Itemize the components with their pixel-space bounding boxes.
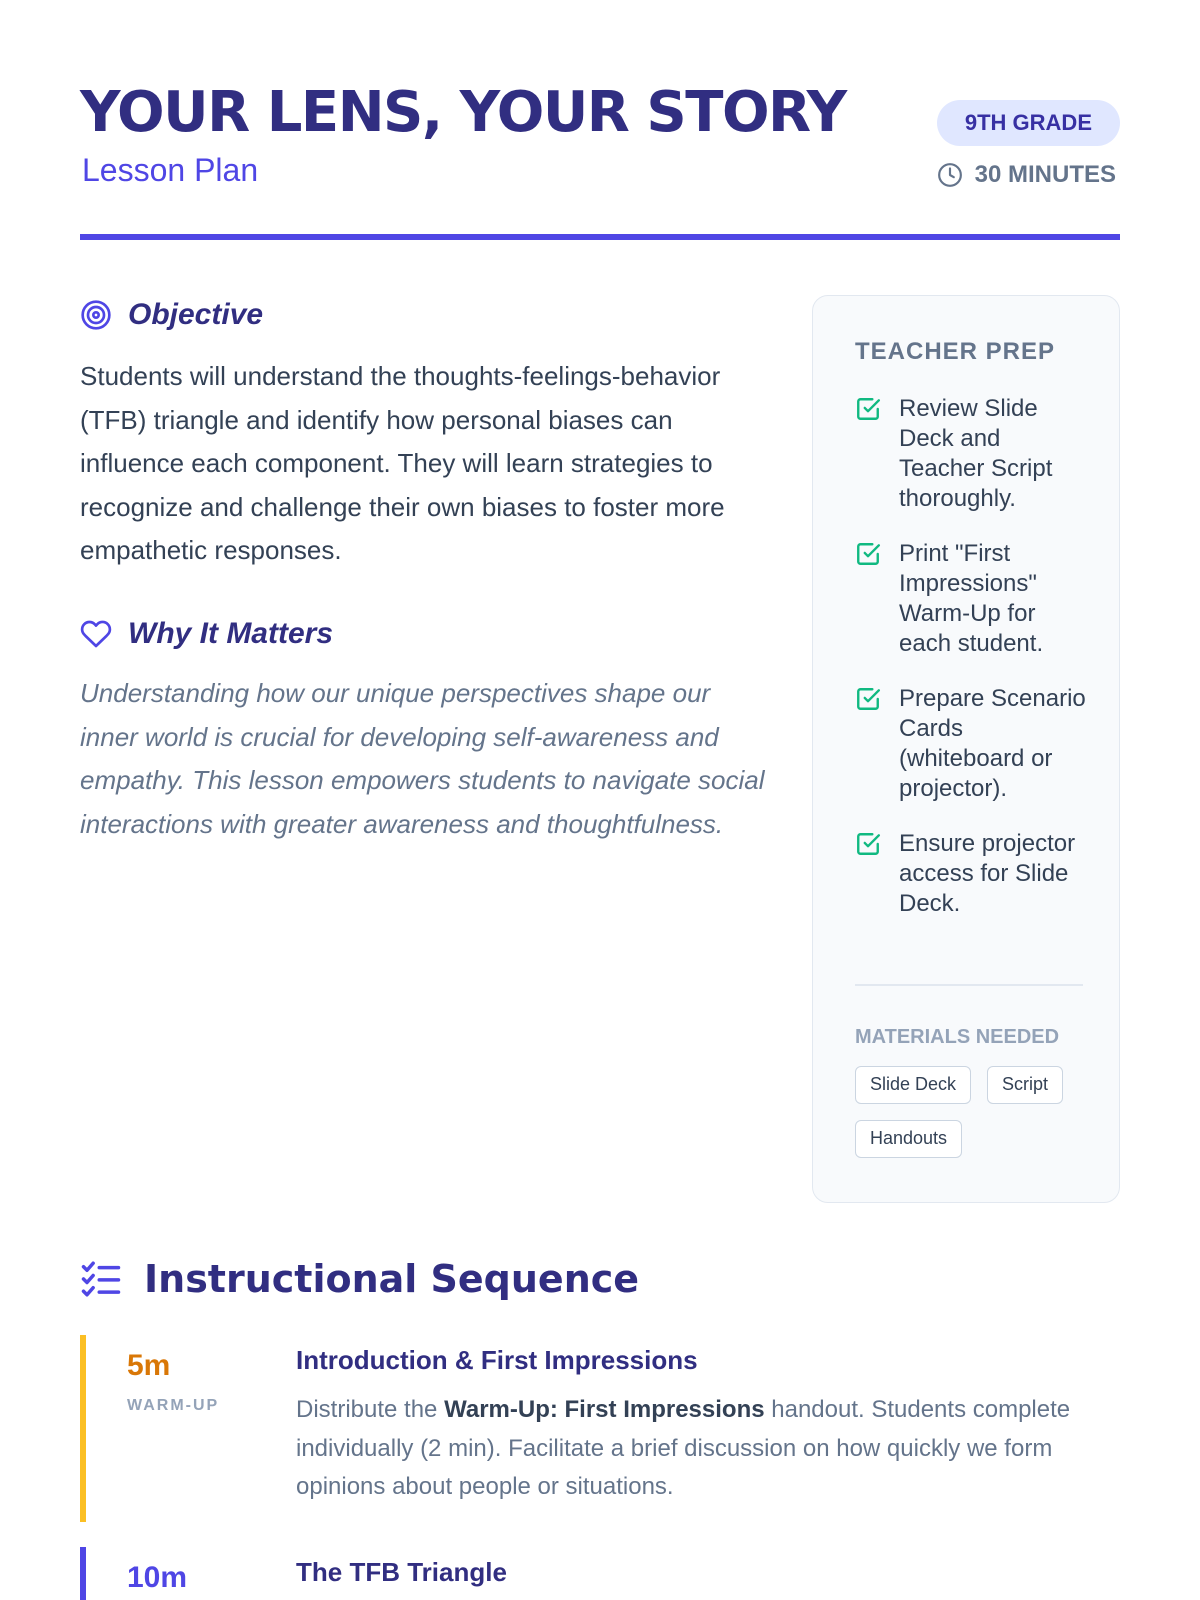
objective-title: Objective (128, 298, 264, 331)
objective-text: Students will understand the thoughts-feelings-behavior (TFB) triangle and identify how personal biases can influence each component. They will learn strategies to recognize and challenge their own biases to foster more empathetic responses. (80, 361, 725, 565)
prep-item (855, 394, 1091, 514)
lesson-plan-page (80, 0, 1120, 1600)
target-icon (80, 299, 112, 331)
header-divider (80, 234, 1120, 240)
materials-list (855, 1066, 1091, 1158)
step-title: Introduction & First Impressions (296, 1345, 698, 1375)
why-heading (80, 617, 333, 651)
step-description: Distribute the Warm-Up: First Impressions handout. Students complete individually (2 min). Facilitate a brief discussion on how quickly we form opinions about people or situations. (296, 1396, 1071, 1500)
material-chip: Slide Deck (855, 1066, 971, 1104)
checkbox-checked-icon (855, 831, 881, 857)
prep-item-text: Prepare Scenario Cards (whiteboard or projector). (899, 685, 1086, 802)
step-title: The TFB Triangle (296, 1557, 507, 1587)
sequence-heading (80, 1257, 639, 1301)
duration (937, 161, 1116, 189)
handout-name: Warm-Up: First Impressions (444, 1396, 765, 1423)
sequence-step (80, 1547, 1120, 1600)
prep-item-text: Print "First Impressions" Warm-Up for each student. (899, 540, 1044, 657)
sequence-title: Instructional Sequence (144, 1257, 640, 1301)
prep-item (855, 539, 1091, 659)
checkbox-checked-icon (855, 541, 881, 567)
checkbox-checked-icon (855, 686, 881, 712)
step-time: 5m (127, 1349, 171, 1382)
step-phase: WARM-UP (127, 1397, 220, 1414)
sequence-step (80, 1335, 1120, 1522)
clock-icon (937, 162, 963, 188)
prep-item (855, 829, 1091, 919)
objective-heading (80, 298, 263, 332)
grade-badge: 9TH GRADE (937, 100, 1120, 146)
prep-checklist (855, 394, 1091, 944)
prep-item-text: Ensure projector access for Slide Deck. (899, 830, 1076, 917)
why-title: Why It Matters (128, 617, 334, 650)
prep-item (855, 684, 1091, 804)
material-chip: Handouts (855, 1120, 962, 1158)
why-text: Understanding how our unique perspectives shape our inner world is crucial for developing self-awareness and empathy. This lesson empowers students to navigate social interactions with greater awareness and thoughtfulness. (80, 678, 765, 839)
page-title: YOUR LENS, YOUR STORY (80, 80, 846, 145)
checkbox-checked-icon (855, 396, 881, 422)
duration-label: 30 MINUTES (974, 161, 1116, 188)
prep-title: TEACHER PREP (855, 338, 1056, 365)
heart-icon (80, 618, 112, 650)
step-time: 10m (127, 1561, 188, 1594)
materials-title: MATERIALS NEEDED (855, 1026, 1060, 1048)
teacher-prep-card (812, 295, 1120, 1203)
step-timeline-bar (80, 1335, 86, 1522)
page-subtitle: Lesson Plan (82, 152, 259, 188)
step-timeline-bar (80, 1547, 86, 1600)
prep-divider (855, 984, 1083, 986)
material-chip: Script (987, 1066, 1063, 1104)
checklist-icon (80, 1258, 122, 1300)
prep-item-text: Review Slide Deck and Teacher Script thoroughly. (899, 395, 1053, 512)
